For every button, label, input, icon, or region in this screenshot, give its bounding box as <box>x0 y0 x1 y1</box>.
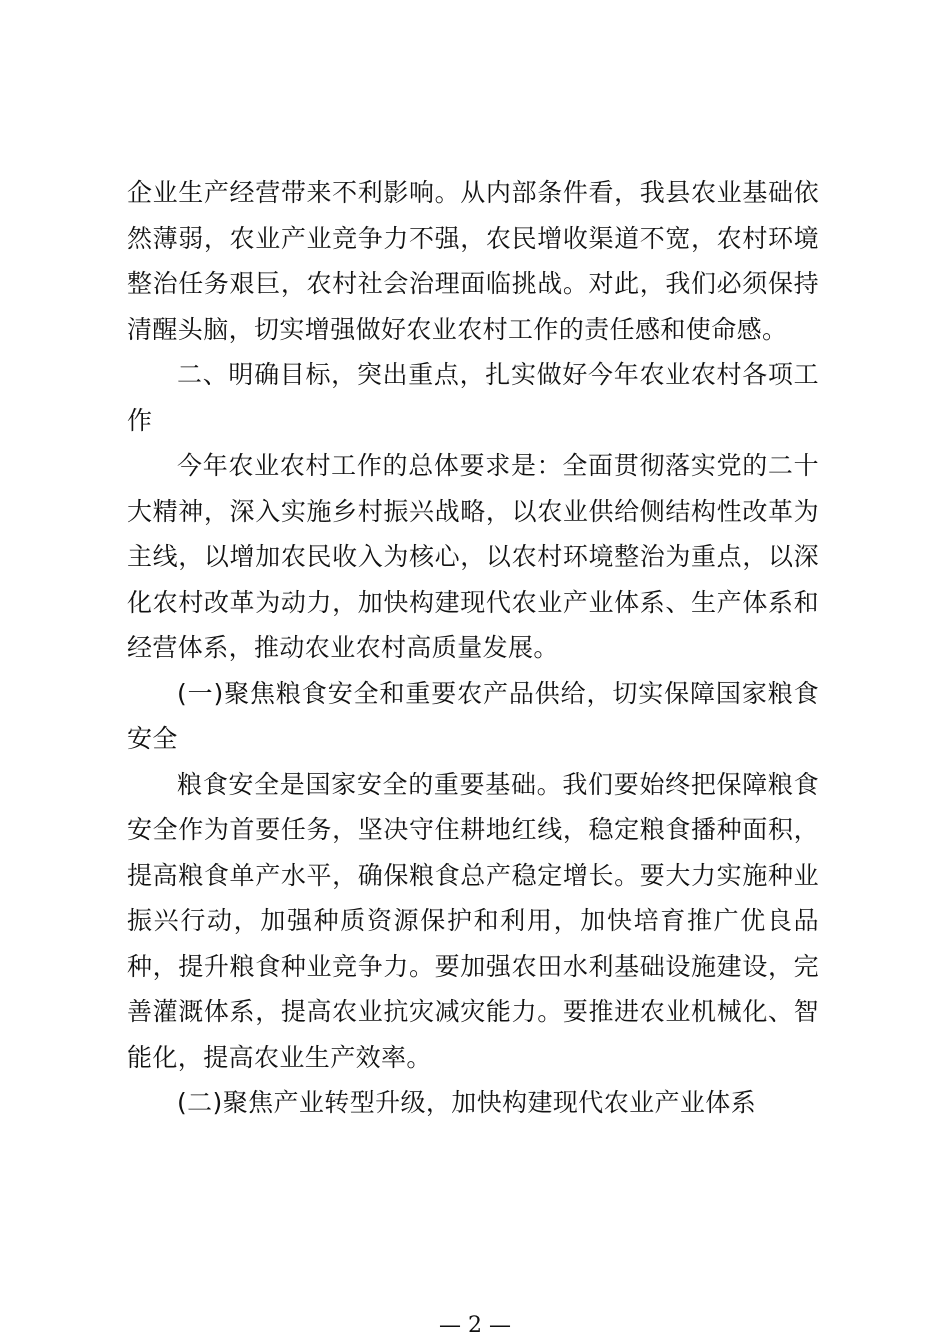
paragraph-continued: 企业生产经营带来不利影响。从内部条件看，我县农业基础依然薄弱，农业产业竞争力不强，农民增收渠道不宽，农村环境整治任务艰巨，农村社会治理面临挑战。对此，我们必须保持清醒头脑，切实增强做好农业农村工作的责任感和使命感。 <box>127 178 819 344</box>
page-number: — 2 — <box>439 1313 511 1338</box>
document-body <box>127 170 819 1126</box>
subsection-heading-1: (一)聚焦粮食安全和重要农产品供给，切实保障国家粮食安全 <box>127 678 819 753</box>
section-heading-2: 二、明确目标，突出重点，扎实做好今年农业农村各项工作 <box>127 360 819 435</box>
paragraph-food-security: 粮食安全是国家安全的重要基础。我们要始终把保障粮食安全作为首要任务，坚决守住耕地红线，稳定粮食播种面积，提高粮食单产水平，确保粮食总产稳定增长。要大力实施种业振兴行动，加强种质资源保护和利用，加快培育推广优良品种，提升粮食种业竞争力。要加强农田水利基础设施建设，完善灌溉体系，提高农业抗灾减灾能力。要推进农业机械化、智能化，提高农业生产效率。 <box>127 769 819 1072</box>
subsection-heading-2: (二)聚焦产业转型升级，加快构建现代农业产业体系 <box>177 1088 757 1117</box>
paragraph-general-requirements: 今年农业农村工作的总体要求是：全面贯彻落实党的二十大精神，深入实施乡村振兴战略，以农业供给侧结构性改革为主线，以增加农民收入为核心，以农村环境整治为重点，以深化农村改革为动力，加快构建现代农业产业体系、生产体系和经营体系，推动农业农村高质量发展。 <box>127 451 819 662</box>
